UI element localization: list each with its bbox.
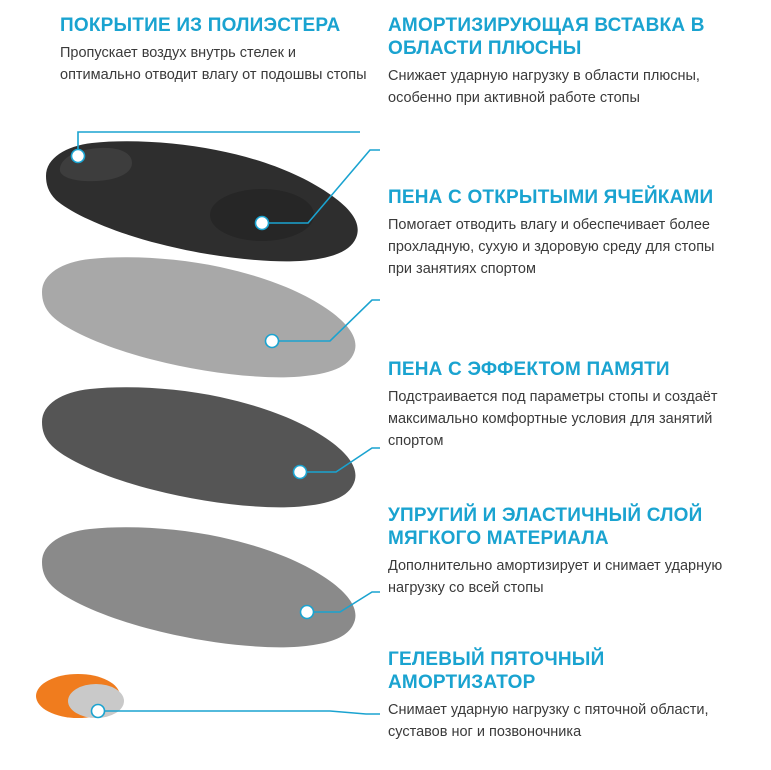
- callout-body: Снимает ударную нагрузку с пяточной области, суставов ног и позвоночника: [388, 702, 709, 740]
- callout-title: УПРУГИЙ И ЭЛАСТИЧНЫЙ СЛОЙ МЯГКОГО МАТЕРИАЛА: [388, 505, 703, 549]
- callout-title: ГЕЛЕВЫЙ ПЯТОЧНЫЙ АМОРТИЗАТОР: [388, 649, 605, 693]
- leader-line-memory-foam: [300, 448, 380, 472]
- callout-title: ПОКРЫТИЕ ИЗ ПОЛИЭСТЕРА: [60, 15, 341, 36]
- leader-line-polyester: [78, 132, 360, 156]
- callout-metatarsal-cushion: [388, 14, 718, 109]
- metatarsal-cushion-insert: [210, 189, 314, 241]
- leader-line-open-cell: [272, 300, 380, 341]
- insole-layer-memory-foam: [42, 387, 355, 507]
- callout-title: ПЕНА С ЭФФЕКТОМ ПАМЯТИ: [388, 359, 670, 380]
- callout-soft-elastic-layer: [388, 504, 738, 599]
- leader-line-soft-elastic: [307, 592, 380, 612]
- insole-layer-open-cell-foam: [42, 257, 355, 377]
- callout-body: Дополнительно амортизирует и снимает ударную нагрузку со всей стопы: [388, 558, 723, 596]
- callout-memory-foam: [388, 358, 728, 452]
- callout-title: ПЕНА С ОТКРЫТЫМИ ЯЧЕЙКАМИ: [388, 187, 714, 208]
- leader-line-heel-gel: [98, 711, 380, 714]
- callout-open-cell-foam: [388, 186, 728, 280]
- insole-layer-polyester: [46, 141, 358, 261]
- insole-layer-soft-elastic: [42, 527, 355, 647]
- leader-line-metatarsal: [262, 150, 380, 223]
- callout-body: Снижает ударную нагрузку в области плюсны, особенно при активной работе стопы: [388, 68, 700, 106]
- callout-body: Пропускает воздух внутрь стелек и оптимально отводит влагу от подошвы стопы: [60, 45, 367, 83]
- heel-gel-pad: [36, 674, 124, 718]
- callout-body: Подстраивается под параметры стопы и создаёт максимально комфортные условия для занятий спортом: [388, 389, 718, 449]
- callout-heel-gel-pad: [388, 648, 748, 743]
- callout-body: Помогает отводить влагу и обеспечивает более прохладную, сухую и здоровую среду для стопы при занятиях спортом: [388, 217, 715, 277]
- callout-polyester-top-cover: [60, 14, 370, 86]
- callout-title: АМОРТИЗИРУЮЩАЯ ВСТАВКА В ОБЛАСТИ ПЛЮСНЫ: [388, 15, 705, 59]
